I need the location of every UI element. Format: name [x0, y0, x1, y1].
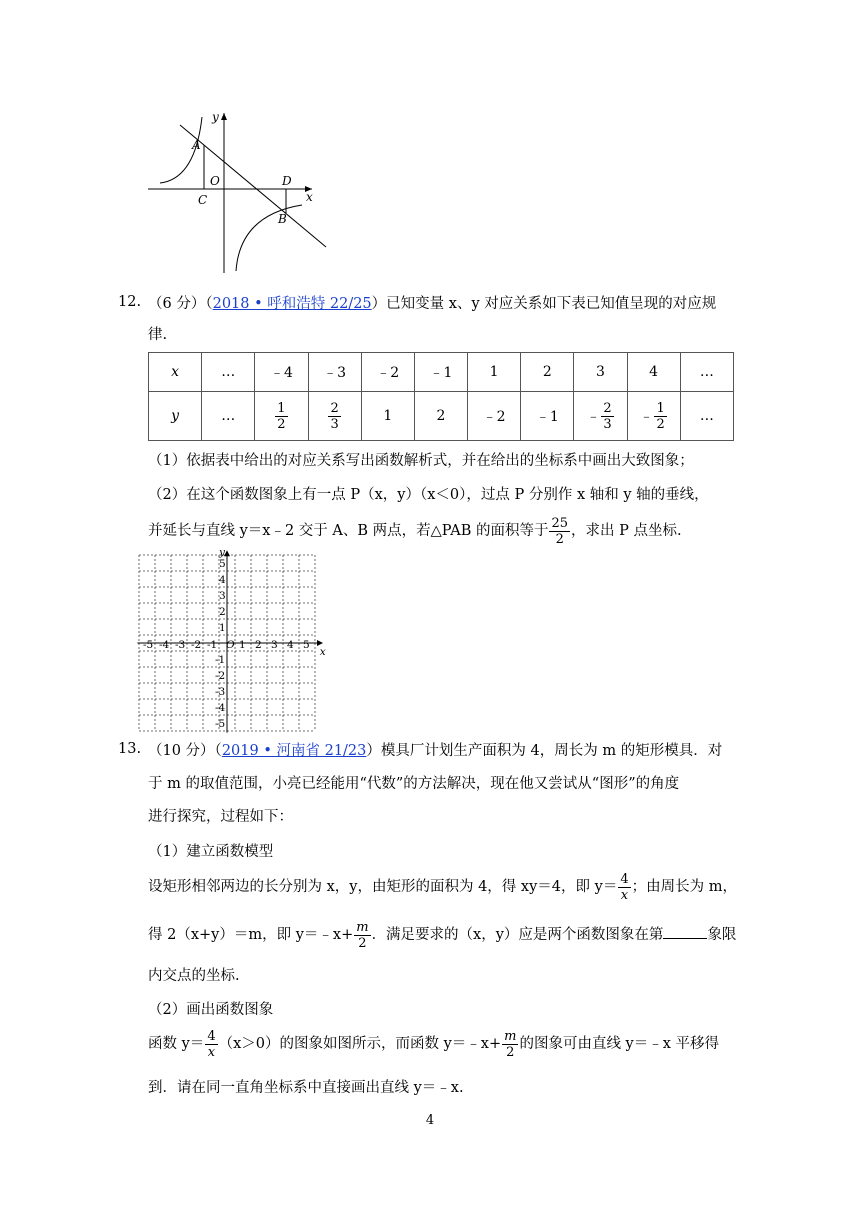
- y-tick-label: 2: [219, 606, 226, 618]
- x-tick-label: O: [226, 639, 235, 651]
- y-tick-label: -2: [215, 670, 226, 682]
- y-tick-label: -3: [215, 686, 226, 698]
- q12-line2: 律.: [148, 327, 168, 343]
- y-tick-label: 3: [219, 590, 226, 602]
- q13-source-link[interactable]: 2019 • 河南省 21/23: [221, 743, 367, 759]
- cell-x-5: ﹣1: [414, 353, 467, 392]
- q13-line7: 内交点的坐标.: [148, 968, 240, 984]
- q13-line6: 得 2（x+y）＝m，即 y＝﹣x+ $\frac{m}{2}$ ．满足要求的（x，y）应是两个函数图象在第 象限: [148, 919, 737, 951]
- q12-part2-line2: 并延长与直线 y＝x﹣2 交于 A、B 两点，若△PAB 的面积等于 $\frac{25}{2}$ ，求出 P 点坐标.: [148, 515, 682, 547]
- fig1-label-A: A: [192, 138, 201, 152]
- cell-y-5: 2: [414, 392, 467, 441]
- q13-sub2: （2）画出函数图象: [148, 1002, 274, 1018]
- q12-part2-line1: （2）在这个函数图象上有一点 P（x，y）（x＜0），过点 P 分别作 x 轴和 y 轴的垂线，: [148, 487, 709, 503]
- cell-y-7: ﹣1: [521, 392, 574, 441]
- coordinate-grid: [143, 546, 330, 731]
- cell-y-1: …: [202, 392, 255, 441]
- cell-x-9: 4: [627, 353, 680, 392]
- x-tick-label: 4: [287, 639, 294, 651]
- fig1-label-C: C: [198, 193, 208, 207]
- x-tick-label: 2: [255, 639, 262, 651]
- cell-x-2: ﹣4: [255, 353, 308, 392]
- hyperbola-figure: [140, 105, 340, 277]
- cell-y-10: …: [680, 392, 733, 441]
- cell-y-6: ﹣2: [468, 392, 521, 441]
- answer-blank[interactable]: [663, 924, 707, 939]
- cell-x-3: ﹣3: [308, 353, 361, 392]
- page-number: 4: [425, 1113, 435, 1128]
- fig1-label-O: O: [210, 174, 220, 188]
- cell-x-7: 2: [521, 353, 574, 392]
- q13-line10: 到．请在同一直角坐标系中直接画出直线 y＝﹣x.: [148, 1080, 464, 1096]
- q12-intro: ）已知变量 x、y 对应关系如下表已知值呈现的对应规: [371, 296, 717, 312]
- grid-x-label: x: [319, 646, 326, 658]
- cell-x-0: x: [149, 353, 202, 392]
- x-tick-label: 3: [271, 639, 278, 651]
- y-tick-label: 5: [219, 558, 226, 570]
- q13-line1: （10 分）（2019 • 河南省 21/23）模具厂计划生产面积为 4，周长为 m 的矩形模具．对: [148, 743, 723, 759]
- cell-x-10: …: [680, 353, 733, 392]
- q12-source-link[interactable]: 2018 • 呼和浩特 22/25: [212, 296, 372, 312]
- x-tick-label: 1: [239, 639, 246, 651]
- y-tick-label: 1: [219, 622, 226, 634]
- cell-y-9: ﹣ $\frac{1}{2}$: [627, 392, 680, 441]
- x-tick-label: -2: [191, 639, 202, 651]
- q12-number: 12.: [118, 294, 142, 310]
- cell-x-1: …: [202, 353, 255, 392]
- q12-value-table: [148, 352, 734, 441]
- q13-line2: 于 m 的取值范围，小亮已经能用“代数”的方法解决，现在他又尝试从“图形”的角度: [148, 776, 680, 792]
- q12-part1: （1）依据表中给出的对应关系写出函数解析式，并在给出的坐标系中画出大致图象；: [148, 453, 694, 469]
- cell-x-6: 1: [468, 353, 521, 392]
- table-row-x: [149, 353, 734, 392]
- cell-x-8: 3: [574, 353, 627, 392]
- q13-line3: 进行探究，过程如下：: [148, 809, 293, 825]
- y-tick-label: -1: [215, 654, 226, 666]
- table-row-y: [149, 392, 734, 441]
- q13-number: 13.: [118, 741, 142, 757]
- cell-y-8: ﹣ $\frac{2}{3}$: [574, 392, 627, 441]
- q13-line9: 函数 y＝ $\frac{4}{x}$ （x＞0）的图象如图所示，而函数 y＝﹣x+ $\frac{m}{2}$ 的图象可由直线 y＝﹣x 平移得: [148, 1028, 720, 1060]
- x-tick-label: -1: [207, 639, 218, 651]
- x-tick-label: -4: [159, 639, 170, 651]
- fig1-label-x: x: [306, 190, 313, 204]
- q12-line1: [148, 294, 716, 314]
- fig1-label-B: B: [278, 212, 287, 226]
- q12-score: （6 分）（: [148, 296, 213, 312]
- fig1-label-y: y: [212, 110, 219, 124]
- cell-y-4: 1: [361, 392, 414, 441]
- y-tick-label: -4: [215, 702, 226, 714]
- q12-fraction-25-2: $\frac{25}{2}$: [551, 515, 569, 547]
- fig1-label-D: D: [282, 174, 292, 188]
- cell-y-3: $\frac{2}{3}$: [308, 392, 361, 441]
- x-tick-label: 5: [303, 639, 310, 651]
- cell-y-0: y: [149, 392, 202, 441]
- q13-sub1: （1）建立函数模型: [148, 844, 274, 860]
- cell-y-2: $\frac{1}{2}$: [255, 392, 308, 441]
- cell-x-4: ﹣2: [361, 353, 414, 392]
- grid-y-label: y: [219, 546, 225, 559]
- y-tick-label: -5: [215, 718, 226, 730]
- y-tick-label: 4: [219, 574, 226, 586]
- x-tick-label: -5: [143, 639, 154, 651]
- x-tick-label: -3: [175, 639, 186, 651]
- q13-line5: 设矩形相邻两边的长分别为 x，y，由矩形的面积为 4，得 xy＝4，即 y＝ $\frac{4}{x}$ ；由周长为 m，: [148, 871, 737, 903]
